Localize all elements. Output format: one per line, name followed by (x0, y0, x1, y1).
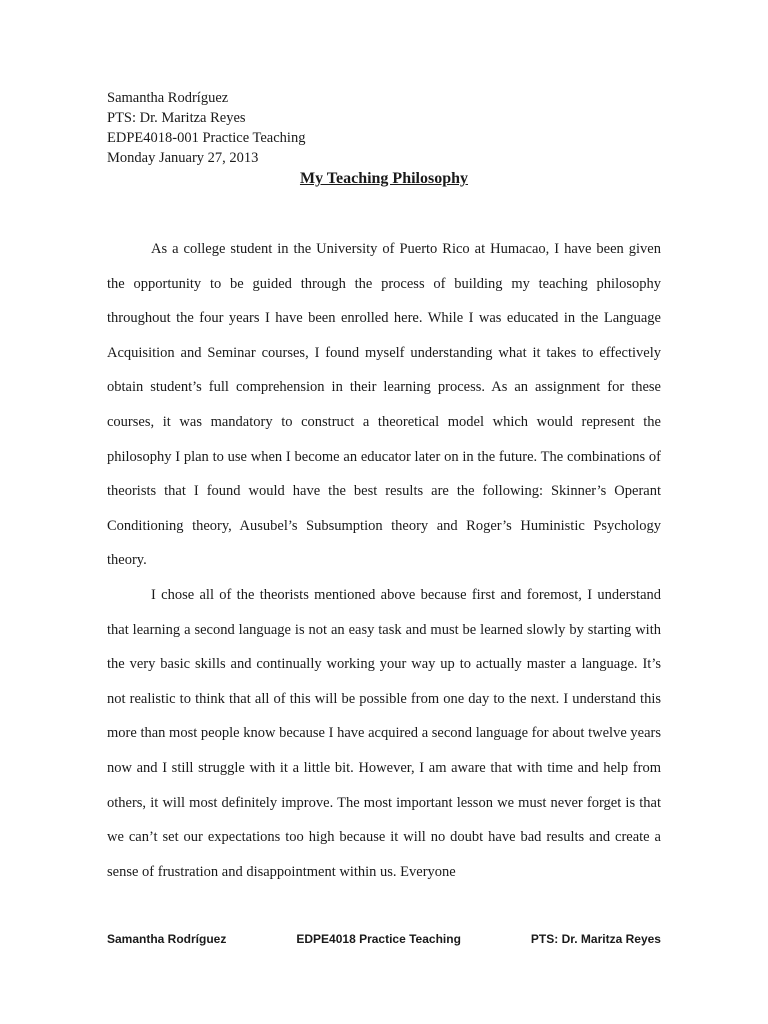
document-header (107, 88, 305, 168)
paragraph-2: I chose all of the theorists mentioned above because first and foremost, I understand that learning a second language is not an easy task and must be learned slowly by starting with the very basic skills and continually working your way up to actually master a language. It’s not realistic to think that all of this will be possible from one day to the next. I understand this more than most people know because I have acquired a second language for about twelve years now and I still struggle with it a little bit. However, I am aware that with time and help from others, it will most definitely improve. The most important lesson we must never forget is that we can’t set our expectations too high because it will no doubt have bad results and create a sense of frustration and disappointment within us. Everyone (107, 586, 661, 880)
header-course: EDPE4018-001 Practice Teaching (107, 130, 306, 146)
header-supervisor: PTS: Dr. Maritza Reyes (107, 110, 246, 126)
header-date: Monday January 27, 2013 (107, 150, 259, 166)
footer-supervisor: PTS: Dr. Maritza Reyes (530, 932, 661, 946)
footer-course: EDPE4018 Practice Teaching (296, 932, 461, 946)
footer-author: Samantha Rodríguez (107, 932, 227, 946)
paragraph-1: As a college student in the University of Puerto Rico at Humacao, I have been given the opportunity to be guided through the process of building my teaching philosophy throughout the four years I have been enrolled here. While I was educated in the Language Acquisition and Seminar courses, I found myself understanding what it takes to effectively obtain student’s full comprehension in their learning process. As an assignment for these courses, it was mandatory to construct a theoretical model which would represent the philosophy I plan to use when I become an educator later on in the future. The combinations of theorists that I found would have the best results are the following: Skinner’s Operant Conditioning theory, Ausubel’s Subsumption theory and Roger’s Huministic Psychology theory. (107, 241, 661, 569)
document-title: My Teaching Philosophy (299, 170, 469, 187)
header-author: Samantha Rodríguez (107, 90, 229, 106)
document-footer (107, 930, 661, 948)
document-body (107, 232, 661, 889)
